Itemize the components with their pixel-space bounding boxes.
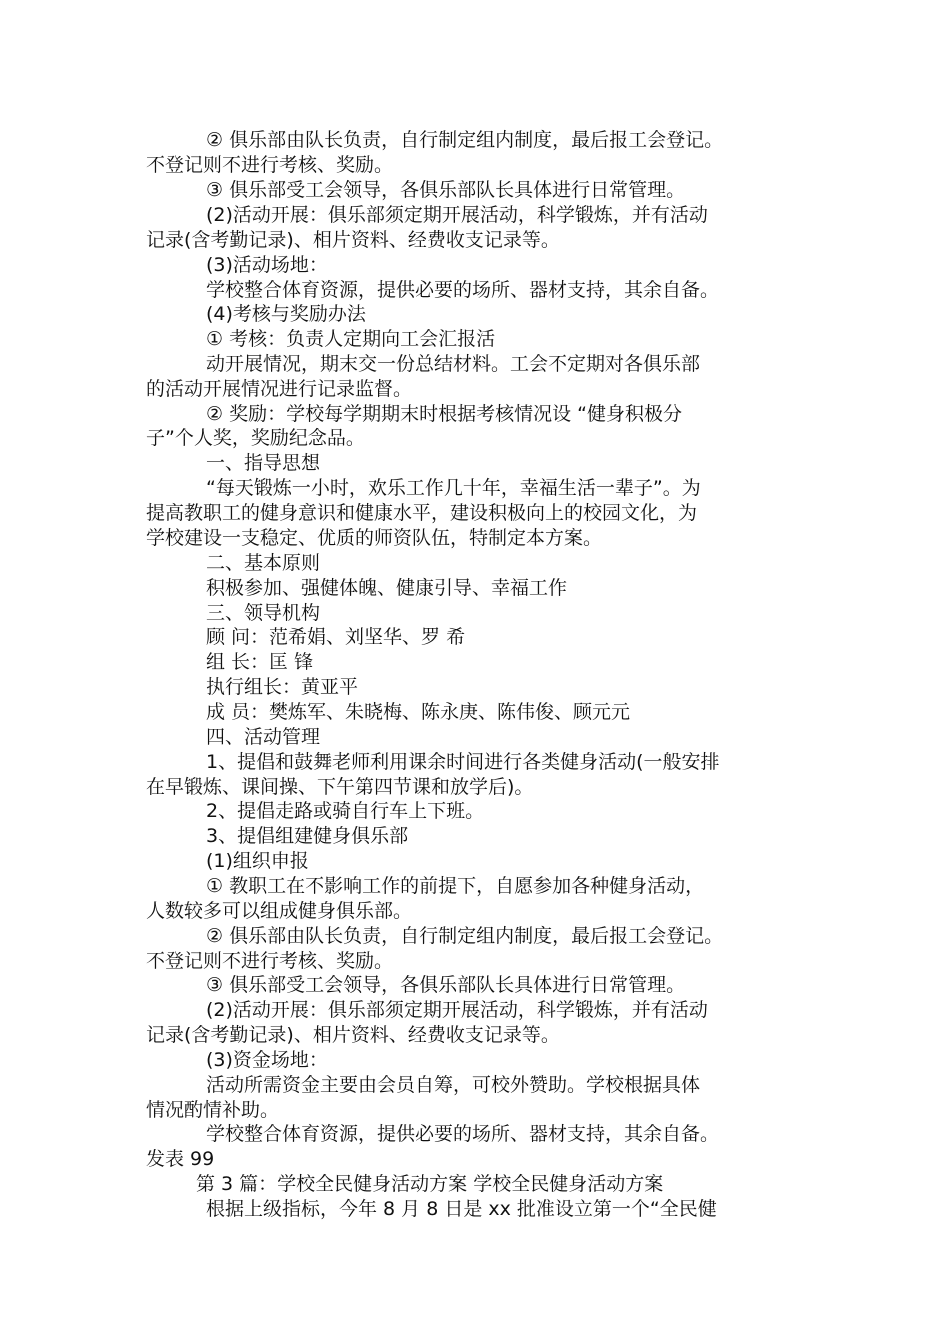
text-line: 人数较多可以组成健身俱乐部。: [146, 900, 413, 922]
text-line: 学校整合体育资源，提供必要的场所、器材支持，其余自备。: [206, 279, 720, 301]
text-line: 活动所需资金主要由会员自筹，可校外赞助。学校根据具体: [206, 1074, 701, 1096]
text-line: (3)活动场地：: [206, 254, 328, 276]
text-line: (1)组织申报: [206, 850, 309, 872]
text-line: (3)资金场地：: [206, 1049, 328, 1071]
text-line: 不登记则不进行考核、奖励。: [146, 154, 394, 176]
text-line: ② 俱乐部由队长负责，自行制定组内制度，最后报工会登记。: [206, 925, 724, 947]
text-line: (4)考核与奖励办法: [206, 303, 366, 325]
section-heading: 四、活动管理: [206, 726, 321, 748]
text-line: 发表 99: [146, 1148, 215, 1170]
text-line: 情况酌情补助。: [146, 1099, 280, 1121]
section-heading: 二、基本原则: [206, 552, 321, 574]
text-line: 根据上级指标，今年 8 月 8 日是 xx 批准设立第一个“全民健: [206, 1198, 717, 1220]
section-heading: 一、指导思想: [206, 452, 321, 474]
text-line: 2、提倡走路或骑自行车上下班。: [206, 800, 485, 822]
text-line: (2)活动开展：俱乐部须定期开展活动，科学锻炼，并有活动: [206, 204, 708, 226]
text-line: 学校整合体育资源，提供必要的场所、器材支持，其余自备。: [206, 1123, 720, 1145]
text-line: 学校建设一支稳定、优质的师资队伍，特制定本方案。: [146, 527, 603, 549]
text-line: ③ 俱乐部受工会领导，各俱乐部队长具体进行日常管理。: [206, 974, 686, 996]
text-line: 1、提倡和鼓舞老师利用课余时间进行各类健身活动(一般安排: [206, 751, 720, 773]
text-line: ② 俱乐部由队长负责，自行制定组内制度，最后报工会登记。: [206, 129, 724, 151]
text-line: 顾 问：范希娟、刘坚华、罗 希: [206, 626, 466, 648]
text-line: 不登记则不进行考核、奖励。: [146, 950, 394, 972]
text-line: 组 长：匡 锋: [206, 651, 314, 673]
text-line: 记录(含考勤记录)、相片资料、经费收支记录等。: [146, 1024, 560, 1046]
text-line: 动开展情况，期末交一份总结材料。工会不定期对各俱乐部: [206, 353, 701, 375]
text-line: ② 奖励：学校每学期期末时根据考核情况设 “健身积极分: [206, 403, 682, 425]
text-line: 记录(含考勤记录)、相片资料、经费收支记录等。: [146, 229, 560, 251]
text-line: “每天锻炼一小时，欢乐工作几十年，幸福生活一辈子”。为: [206, 477, 701, 499]
text-line: 的活动开展情况进行记录监督。: [146, 378, 413, 400]
text-line: 执行组长：黄亚平: [206, 676, 359, 698]
text-line: 积极参加、强健体魄、健康引导、幸福工作: [206, 577, 568, 599]
article-title: 第 3 篇：学校全民健身活动方案 学校全民健身活动方案: [196, 1173, 664, 1195]
text-line: ① 教职工在不影响工作的前提下，自愿参加各种健身活动，: [206, 875, 705, 897]
text-line: 子”个人奖，奖励纪念品。: [146, 427, 365, 449]
section-heading: 三、领导机构: [206, 602, 321, 624]
text-line: ③ 俱乐部受工会领导，各俱乐部队长具体进行日常管理。: [206, 179, 686, 201]
text-line: 3、提倡组建健身俱乐部: [206, 825, 409, 847]
text-line: 提高教职工的健身意识和健康水平，建设积极向上的校园文化，为: [146, 502, 698, 524]
text-line: 成 员：樊炼军、朱晓梅、陈永庚、陈伟俊、顾元元: [206, 701, 631, 723]
text-line: (2)活动开展：俱乐部须定期开展活动，科学锻炼，并有活动: [206, 999, 708, 1021]
text-line: ① 考核：负责人定期向工会汇报活: [206, 328, 496, 350]
text-line: 在早锻炼、课间操、下午第四节课和放学后)。: [146, 776, 534, 798]
